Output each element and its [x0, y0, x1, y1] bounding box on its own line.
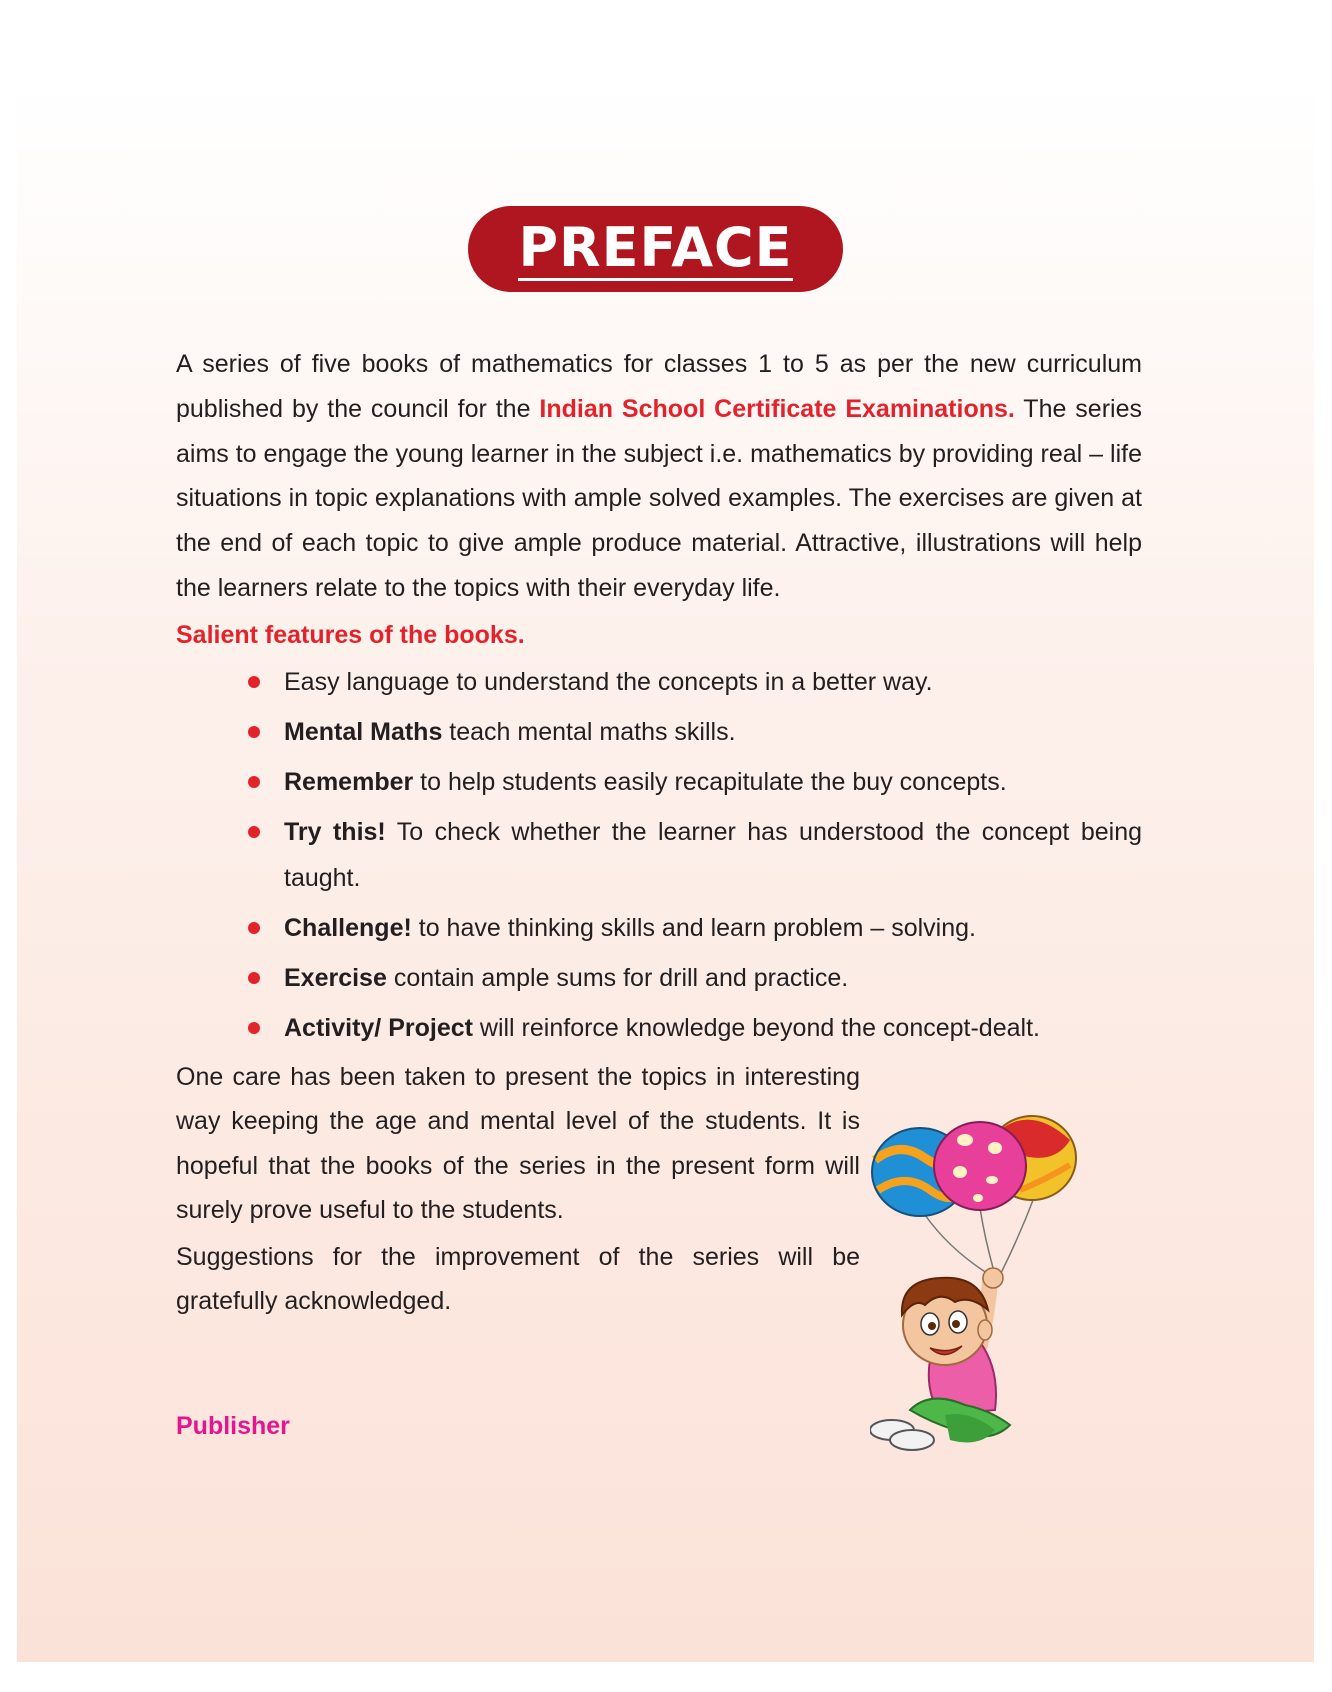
feature-term: Challenge!: [284, 913, 412, 942]
page-title: PREFACE: [518, 215, 793, 279]
bullet-icon: [248, 922, 260, 934]
bullet-icon: [248, 676, 260, 688]
intro-paragraph: [176, 342, 1142, 611]
feature-term: Exercise: [284, 963, 387, 992]
feature-item: [248, 905, 1142, 951]
feature-term: Try this!: [284, 817, 386, 846]
pink-polka-dot-balloon: [934, 1122, 1026, 1210]
boy-figure: [870, 1268, 1010, 1450]
bullet-icon: [248, 1022, 260, 1034]
boy-with-balloons-illustration: [870, 1110, 1120, 1455]
feature-term: Mental Maths: [284, 717, 443, 746]
feature-description: To check whether the learner has understood the concept being taught.: [284, 817, 1142, 892]
feature-description: teach mental maths skills.: [442, 717, 736, 746]
feature-item: [248, 709, 1142, 755]
feature-description: will reinforce knowledge beyond the concept-dealt.: [472, 1013, 1040, 1042]
balloon-string: [925, 1215, 990, 1275]
feature-item: [248, 955, 1142, 1001]
intro-text-end: The series aims to engage the young learner in the subject i.e. mathematics by providing real – life situations in topic explanations with ample solved examples. The exercises are given at the end of each topic to give ample produce material. Attractive, illustrations will help the learners relate to the topics with their everyday life.: [176, 394, 1142, 602]
closing-section: [176, 1055, 860, 1324]
bullet-icon: [248, 726, 260, 738]
balloon-string: [980, 1208, 995, 1275]
feature-description: Easy language to understand the concepts in a better way.: [284, 667, 933, 696]
feature-description: contain ample sums for drill and practice.: [386, 963, 849, 992]
feature-item: [248, 1005, 1142, 1051]
feature-item: [248, 809, 1142, 901]
feature-term: Remember: [284, 767, 414, 796]
closing-paragraph: One care has been taken to present the topics in interesting way keeping the age and mental level of the students. It is hopeful that the books of the series in the present form will surely prove useful to the students.: [176, 1062, 860, 1225]
feature-description: to help students easily recapitulate the buy concepts.: [413, 767, 1007, 796]
feature-item: [248, 659, 1142, 705]
suggestions-paragraph: Suggestions for the improvement of the series will be gratefully acknowledged.: [176, 1242, 860, 1316]
balloon-string: [1000, 1195, 1035, 1275]
feature-description: to have thinking skills and learn problem – solving.: [411, 913, 976, 942]
intro-text-start: A series of five books of mathematics for classes 1 to 5 as per the new curriculum published by the council for the: [176, 350, 1142, 423]
features-heading: Salient features of the books.: [176, 620, 525, 649]
title-banner: [468, 206, 843, 292]
feature-item: [248, 759, 1142, 805]
publisher-signature: Publisher: [176, 1412, 290, 1440]
exam-board-name: Indian School Certificate Examinations.: [539, 394, 1015, 423]
features-list: [176, 659, 1142, 1051]
bullet-icon: [248, 826, 260, 838]
bullet-icon: [248, 972, 260, 984]
feature-term: Activity/ Project: [284, 1013, 473, 1042]
bullet-icon: [248, 776, 260, 788]
